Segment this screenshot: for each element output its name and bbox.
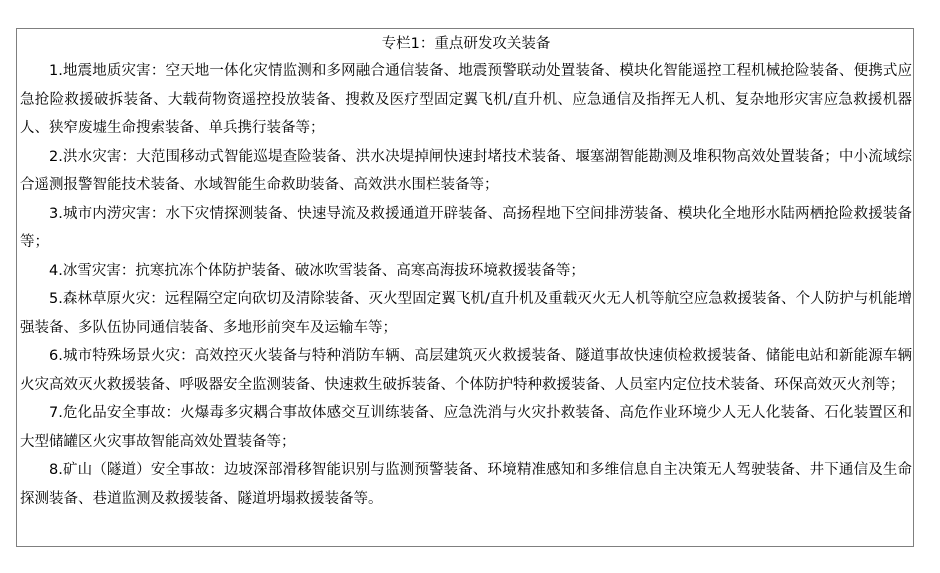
item-earthquake: 1.地震地质灾害：空天地一体化灾情监测和多网融合通信装备、地震预警联动处置装备、模块化智能遥控工程机械抢险装备、便携式应急抢险救援破拆装备、大载荷物资遥控投放装备、搜救及医疗型固定翼飞机/直升机、应急通信及指挥无人机、复杂地形灾害应急救援机器人、狭窄废墟生命搜索装备、单兵携行装备等； [20,63,912,136]
item-urban-fire: 6.城市特殊场景火灾：高效控灭火装备与特种消防车辆、高层建筑灭火救援装备、隧道事故快速侦检救援装备、储能电站和新能源车辆火灾高效灭火救援装备、呼吸器安全监测装备、快速救生破拆装备、个体防护特种救援装备、人员室内定位技术装备、环保高效灭火剂等； [20,348,912,393]
item-flood: 2.洪水灾害：大范围移动式智能巡堤查险装备、洪水决堤掉闸快速封堵技术装备、堰塞湖智能勘测及堆积物高效处置装备；中小流域综合遥测报警智能技术装备、水域智能生命救助装备、高效洪水围栏装备等； [20,148,912,193]
sidebar-box [16,28,914,547]
box-title: 专栏1：重点研发攻关装备 [381,36,551,52]
item-mine-tunnel: 8.矿山（隧道）安全事故：边坡深部滑移智能识别与监测预警装备、环境精准感知和多维信息自主决策无人驾驶装备、井下通信及生命探测装备、巷道监测及救援装备、隧道坍塌救援装备等。 [20,462,912,507]
item-forest-fire: 5.森林草原火灾：远程隔空定向砍切及清除装备、灭火型固定翼飞机/直升机及重载灭火无人机等航空应急救援装备、个人防护与机能增强装备、多队伍协同通信装备、多地形前突车及运输车等； [20,291,912,336]
item-ice-snow: 4.冰雪灾害：抗寒抗冻个体防护装备、破冰吹雪装备、高寒高海拔环境救援装备等； [49,262,585,279]
item-hazardous-chemicals: 7.危化品安全事故：火爆毒多灾耦合事故体感交互训练装备、应急洗消与火灾扑救装备、高危作业环境少人无人化装备、石化装置区和大型储罐区火灾事故智能高效处置装备等； [20,405,912,450]
item-urban-waterlogging: 3.城市内涝灾害：水下灾情探测装备、快速导流及救援通道开辟装备、高扬程地下空间排涝装备、模块化全地形水陆两栖抢险救援装备等； [20,205,912,250]
